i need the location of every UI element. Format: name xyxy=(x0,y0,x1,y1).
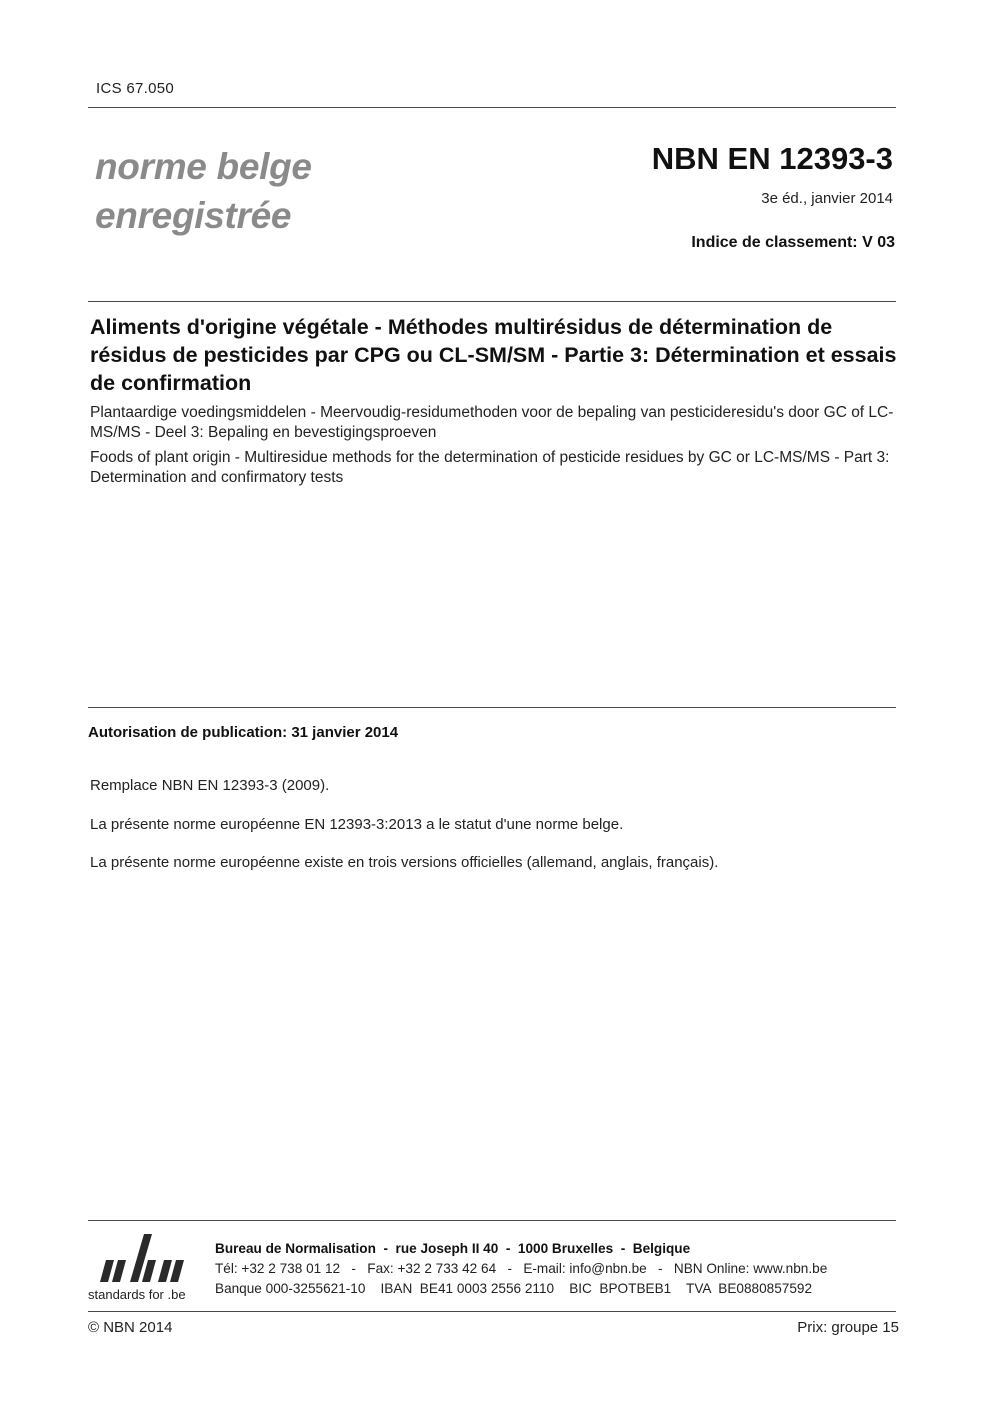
header-divider xyxy=(88,107,896,108)
contact-line: Tél: +32 2 738 01 12 - Fax: +32 2 733 42 64 - E-mail: info@nbn.be - NBN Online: www.nbn.be xyxy=(215,1261,828,1276)
title-english: Foods of plant origin - Multiresidue methods for the determination of pesticide residues by GC or LC-MS/MS - Part 3: Determination and confirmatory tests xyxy=(90,449,890,486)
publication-authorisation: Autorisation de publication: 31 janvier 2014 xyxy=(88,724,399,741)
title-dutch: Plantaardige voedingsmiddelen - Meervoudig-residumethoden voor de bepaling van pesticideresidu's door GC of LC-MS/MS - Deel 3: Bepaling en bevestigingsproeven xyxy=(90,404,894,441)
bank-details: Banque 000-3255621-10 IBAN BE41 0003 2556 2110 BIC BPOTBEB1 TVA BE0880857592 xyxy=(215,1281,813,1296)
brand-heading xyxy=(95,142,312,240)
copyright-divider xyxy=(88,1311,896,1312)
brand-line-2: enregistrée xyxy=(95,195,292,236)
price-group: Prix: groupe 15 xyxy=(797,1319,899,1336)
versions-note: La présente norme européenne existe en trois versions officielles (allemand, anglais, français). xyxy=(90,854,719,871)
replaces-note: Remplace NBN EN 12393-3 (2009). xyxy=(90,777,330,794)
edition-date: 3e éd., janvier 2014 xyxy=(761,190,893,207)
title-divider xyxy=(88,301,896,302)
ics-code: ICS 67.050 xyxy=(96,80,175,97)
brand-line-1: norme belge xyxy=(95,146,312,187)
status-note: La présente norme européenne EN 12393-3:2013 a le statut d'une norme belge. xyxy=(90,816,624,833)
bureau-address: Bureau de Normalisation - rue Joseph II 40 - 1000 Bruxelles - Belgique xyxy=(215,1241,691,1256)
standard-number: NBN EN 12393-3 xyxy=(651,141,893,176)
classification-index: Indice de classement: V 03 xyxy=(691,234,895,251)
footer-divider xyxy=(88,1220,896,1221)
copyright: © NBN 2014 xyxy=(88,1319,173,1336)
title-french: Aliments d'origine végétale - Méthodes multirésidus de détermination de résidus de pesticides par CPG ou CL-SM/SM - Partie 3: Détermination et essais de confirmation xyxy=(90,315,897,395)
publication-divider xyxy=(88,707,896,708)
logo-tagline: standards for .be xyxy=(88,1287,186,1302)
